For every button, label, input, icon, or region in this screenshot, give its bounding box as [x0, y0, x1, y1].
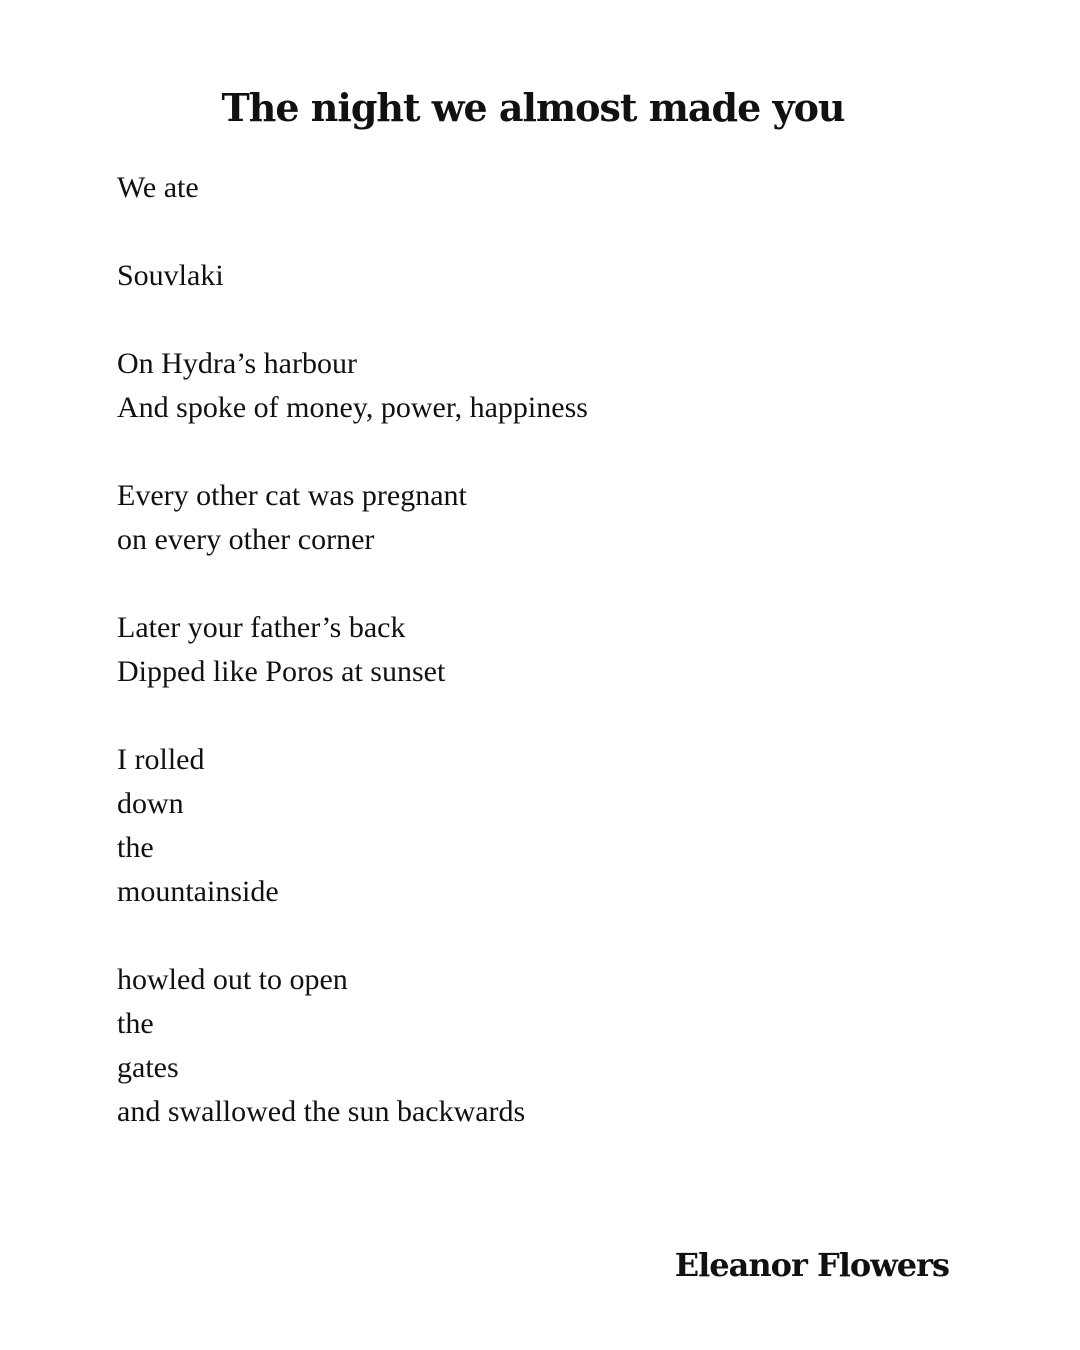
stanza-6	[117, 738, 967, 914]
stanza-break	[117, 562, 967, 606]
stanza-3	[117, 342, 967, 430]
poem-line: down	[117, 787, 184, 820]
poem-line: gates	[117, 1051, 179, 1084]
poem-line: Souvlaki	[117, 259, 224, 292]
poem-line: howled out to open	[117, 963, 348, 996]
stanza-2	[117, 254, 967, 298]
poem-line: mountainside	[117, 875, 279, 908]
poem-line: We ate	[117, 171, 199, 204]
poem-line: the	[117, 831, 154, 864]
poem-line: and swallowed the sun backwards	[117, 1095, 526, 1128]
stanza-break	[117, 694, 967, 738]
stanza-break	[117, 914, 967, 958]
poem-line: Dipped like Poros at sunset	[117, 655, 446, 688]
poem-line: And spoke of money, power, happiness	[117, 391, 588, 424]
poem-title: The night we almost made you	[221, 85, 845, 130]
stanza-5	[117, 606, 967, 694]
stanza-break	[117, 298, 967, 342]
poem-line: the	[117, 1007, 154, 1040]
author-signature: Eleanor Flowers	[674, 1246, 949, 1284]
stanza-7	[117, 958, 967, 1134]
poem-line: Every other cat was pregnant	[117, 479, 467, 512]
poem-body	[117, 166, 967, 1134]
stanza-4	[117, 474, 967, 562]
stanza-1	[117, 166, 967, 210]
stanza-break	[117, 210, 967, 254]
stanza-break	[117, 430, 967, 474]
poem-line: I rolled	[117, 743, 205, 776]
poem-line: On Hydra’s harbour	[117, 347, 357, 380]
poem-line: Later your father’s back	[117, 611, 406, 644]
poem-line: on every other corner	[117, 523, 375, 556]
